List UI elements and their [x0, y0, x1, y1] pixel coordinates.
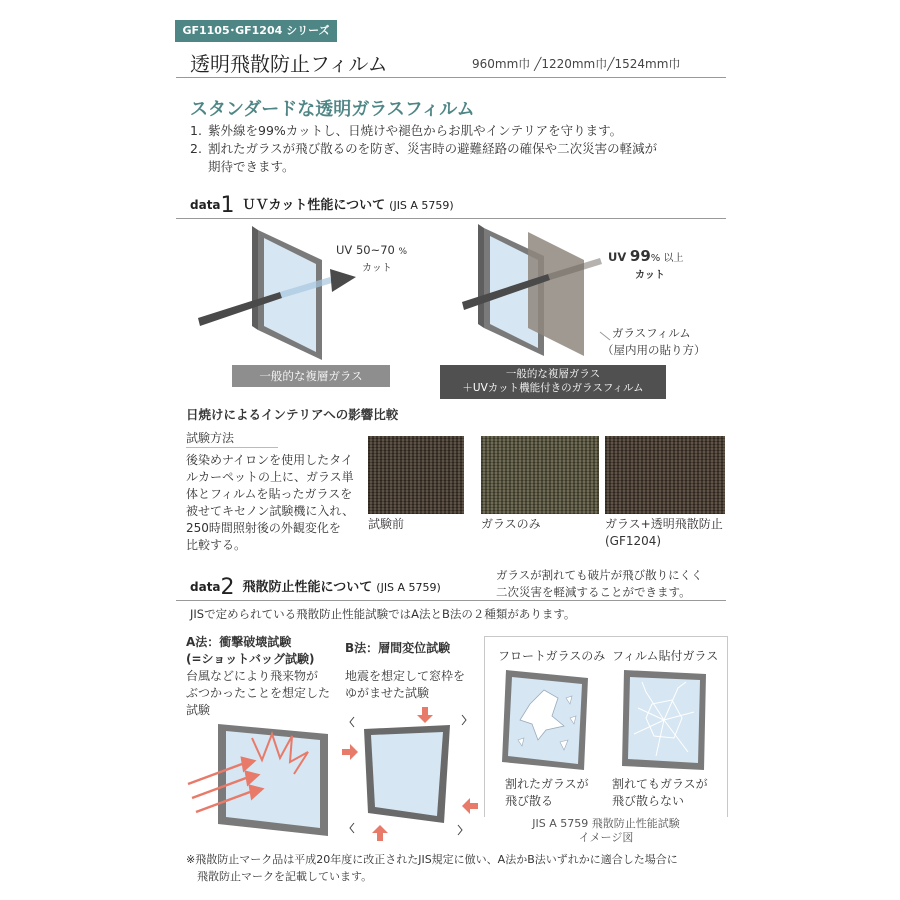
sample-label-glass-only: ガラスのみ — [481, 517, 541, 531]
sample-label-before: 試験前 — [368, 517, 405, 531]
header-divider — [176, 77, 726, 78]
carpet-sample-with-film — [605, 436, 725, 514]
data2-intro: JISで定められている飛散防止性能試験ではA法とB法の２種類があります。 — [190, 607, 576, 621]
method-b-title: B法：層間変位試験 — [345, 641, 451, 655]
feature-list — [190, 122, 657, 176]
method-b-description: 地震を想定して窓枠を ゆがませた試験 — [345, 669, 466, 700]
feature-item: 1. 紫外線を99%カットし、日焼けや褪色からお肌やインテリアを守ります。 — [190, 123, 623, 138]
float-glass-broken-illustration — [498, 668, 594, 772]
film-glass-label: フィルム貼付ガラス — [612, 649, 719, 663]
film-glass-cracked-illustration — [616, 668, 712, 772]
carpet-sample-glass-only — [481, 436, 599, 514]
film-leader-line — [600, 332, 610, 340]
left-caption-bar: 一般的な複層ガラス — [232, 365, 390, 387]
intro-heading: スタンダードな透明ガラスフィルム — [190, 99, 475, 120]
right-caption-bar: 一般的な複層ガラス ＋UVカット機能付きのガラスフィルム — [440, 365, 666, 399]
left-uv-cut: カット — [362, 263, 392, 274]
data1-divider — [176, 218, 726, 219]
method-a-title: A法：衝撃破壊試験 (=ショットバッグ試験) — [186, 635, 315, 666]
data2-note: ガラスが割れても破片が飛び散りにくく 二次災害を軽減することができます。 — [496, 568, 703, 599]
float-glass-label: フロートガラスのみ — [498, 649, 606, 663]
feature-item: 2. 割れたガラスが飛び散るのを防ぎ、災害時の避難経路の確保や二次災害の軽減が — [190, 141, 658, 156]
right-uv-cut: カット — [635, 270, 665, 281]
fade-heading: 日焼けによるインテリアへの影響比較 — [186, 407, 399, 422]
film-label: ガラスフィルム — [612, 326, 691, 340]
float-glass-result: 割れたガラスが 飛び散る — [505, 777, 589, 808]
footnote: ※飛散防止マーク品は平成20年度に改正されたJIS規定に倣い、A法かB法いずれかに適合した場合に 飛散防止マークを記載しています。 — [186, 853, 678, 883]
width-options: 960mm巾 ╱1220mm巾╱1524mm巾 — [472, 57, 681, 71]
data1-heading: data1 ＵＶカット性能について (JIS A 5759) — [190, 193, 454, 218]
method-description: 後染めナイロンを使用したタイ ルカーペットの上に、ガラス単 体とフィルムを貼ったガラスを 被せてキセノン試験機に入れ、 250時間照射後の外観変化を 比較する。 — [186, 453, 355, 552]
comparison-caption: JIS A 5759 飛散防止性能試験 イメージ図 — [484, 817, 728, 845]
product-title: 透明飛散防止フィルム — [190, 52, 388, 76]
film-glass-result: 割れてもガラスが 飛び散らない — [612, 777, 708, 808]
method-a-illustration — [180, 712, 340, 840]
method-label: 試験方法 — [186, 431, 235, 445]
series-badge: GF1105･GF1204 シリーズ — [175, 20, 337, 42]
data2-heading: data2 飛散防止性能について (JIS A 5759) — [190, 575, 441, 600]
uv-arrow-head — [330, 269, 356, 292]
left-uv-label: UV 50~70 % — [336, 243, 408, 257]
feature-item-continuation: 期待できます。 — [208, 159, 295, 174]
film-glass-illustration — [430, 222, 630, 362]
method-a-description: 台風などにより飛来物が ぶつかったことを想定した 試験 — [186, 669, 331, 717]
data2-divider — [176, 600, 726, 601]
sample-label-with-film: ガラス+透明飛散防止 (GF1204) — [605, 517, 723, 548]
method-underline — [186, 447, 278, 448]
window-frame-side — [478, 224, 484, 328]
film-label-sub: （屋内用の貼り方） — [602, 343, 706, 357]
glass-pane — [371, 732, 443, 816]
right-uv-label: UV 99% 以上 — [608, 247, 684, 265]
window-frame-side — [252, 226, 258, 330]
carpet-sample-before — [368, 436, 464, 514]
method-b-illustration — [340, 705, 480, 845]
